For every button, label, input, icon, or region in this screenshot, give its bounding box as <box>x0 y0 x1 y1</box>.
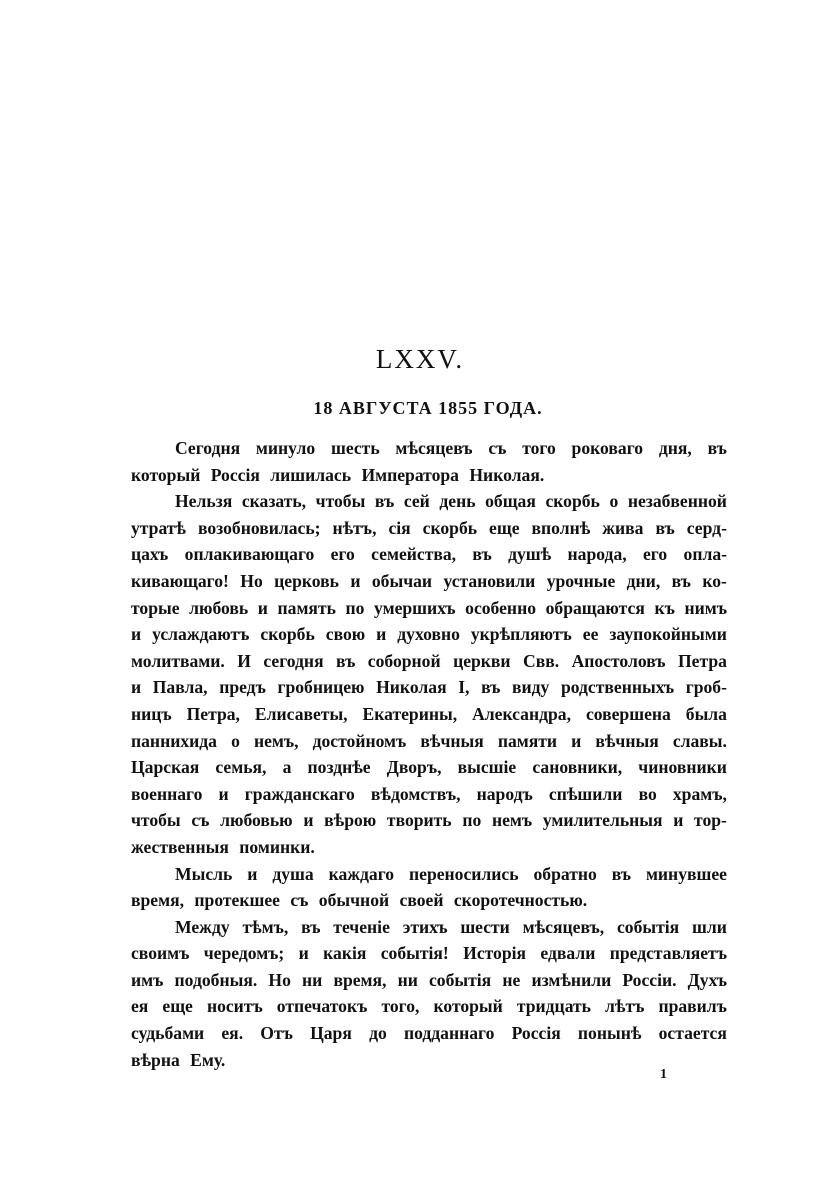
paragraph <box>131 861 727 914</box>
word: съ <box>191 810 210 831</box>
word: предъ <box>219 677 266 698</box>
word: Апостоловъ <box>571 650 666 671</box>
word: подданнаго <box>403 1023 495 1044</box>
word: представляетъ <box>609 943 727 964</box>
word: вѣчныя <box>420 730 484 751</box>
word: сказать, <box>241 491 307 512</box>
word: съ <box>488 438 507 458</box>
word: шесть <box>331 438 380 458</box>
chapter-date: 18 АВГУСТА 1855 ГОДА. <box>313 398 543 418</box>
word: молитвами. <box>131 650 225 671</box>
word: Исторія <box>463 943 527 964</box>
text-line <box>131 621 727 648</box>
word: каждаго <box>328 863 395 884</box>
word: военнаго <box>131 783 203 804</box>
word: тѣмъ, <box>242 916 289 937</box>
word: чтобы <box>131 810 181 831</box>
word: душѣ <box>508 544 552 565</box>
word: въ <box>655 517 675 538</box>
word: о <box>609 491 619 512</box>
text-line <box>131 648 727 675</box>
word: скорбь <box>422 517 478 538</box>
word: цахъ <box>131 544 169 565</box>
word: сегодня <box>263 650 324 671</box>
word: сей <box>403 491 430 512</box>
word: время, <box>333 969 387 990</box>
word: возобновилась; <box>197 517 321 538</box>
word: до <box>369 1023 387 1044</box>
word: душа <box>272 863 314 884</box>
word: Екатерины, <box>362 703 458 724</box>
word: творить <box>386 810 452 831</box>
word: незабвенной <box>627 491 727 512</box>
word: сановники, <box>532 757 623 778</box>
word: I, <box>458 677 470 698</box>
word: Между <box>175 916 230 937</box>
word: храмъ, <box>672 783 727 804</box>
word: Духъ <box>687 969 727 990</box>
word: установили <box>443 570 536 591</box>
word: и <box>257 597 268 618</box>
word: серд- <box>686 517 727 538</box>
text-line <box>131 781 727 808</box>
word: отпечатокъ <box>276 996 368 1017</box>
text-line <box>131 754 727 781</box>
word: чтобы <box>315 491 366 512</box>
word: Николая <box>376 677 447 698</box>
word: какія <box>323 943 367 964</box>
word: и <box>303 810 314 831</box>
word: Россія <box>511 1023 561 1044</box>
word: вѣчныя <box>595 730 659 751</box>
text-line <box>131 1020 727 1047</box>
word: Александра, <box>472 703 571 724</box>
word: въ <box>374 491 395 512</box>
word: позднѣе <box>307 757 371 778</box>
word: гробницею <box>277 677 365 698</box>
word: событія <box>617 916 680 937</box>
word: Россіи. <box>622 969 677 990</box>
word: чередомъ; <box>203 943 285 964</box>
word: спѣшили <box>548 783 623 804</box>
word: оплакивающаго <box>184 544 315 565</box>
word: Петра, <box>186 703 240 724</box>
word: Петра <box>677 650 727 671</box>
word: теченіе <box>333 916 390 937</box>
word: Павла, <box>152 677 208 698</box>
word: своимъ <box>131 943 190 964</box>
word: событія! <box>380 943 449 964</box>
word: вѣрою <box>324 810 377 831</box>
text-line <box>131 435 727 462</box>
word: ницъ <box>131 703 172 724</box>
word: народа, <box>567 544 627 565</box>
word: ни <box>302 969 323 990</box>
text-line <box>131 967 727 994</box>
word: обратно <box>533 863 597 884</box>
text-line <box>131 701 727 728</box>
paragraph <box>131 435 727 488</box>
word: Нельзя <box>175 491 233 512</box>
word: утратѣ <box>131 517 186 538</box>
word: немъ, <box>253 730 299 751</box>
word: высшіе <box>457 757 517 778</box>
word: славы. <box>672 730 727 751</box>
word: услаждаютъ <box>152 624 250 645</box>
word: нимъ <box>684 597 727 618</box>
text-line <box>131 728 727 755</box>
word: вполнѣ <box>531 517 591 538</box>
word: гроб- <box>685 677 727 698</box>
text-line <box>131 674 727 701</box>
word: мѣсяцевъ <box>395 438 473 458</box>
text-line <box>131 541 727 568</box>
word: и <box>298 943 309 964</box>
word: совершена <box>585 703 671 724</box>
word: того <box>522 438 556 458</box>
word: правилъ <box>658 996 727 1017</box>
word: церковь <box>274 570 339 591</box>
paragraph <box>131 914 727 1074</box>
word: ко- <box>702 570 727 591</box>
word: кивающаго! <box>131 570 229 591</box>
word: который <box>433 996 503 1017</box>
word: судьбами <box>131 1023 205 1044</box>
word: подобныя. <box>174 969 258 990</box>
word: сія <box>388 517 411 538</box>
word: скорбь <box>260 624 315 645</box>
word: во <box>638 783 657 804</box>
word: того, <box>381 996 420 1017</box>
word: опла- <box>683 544 727 565</box>
word: минувшее <box>645 863 727 884</box>
word: церкви <box>453 650 511 671</box>
word: лѣтъ <box>605 996 645 1017</box>
chapter-number: LXXV. <box>375 344 465 374</box>
word: Мысль <box>175 863 233 884</box>
word: этихъ <box>402 916 448 937</box>
word: и <box>131 677 142 698</box>
word: духовно <box>397 624 460 645</box>
word: въ <box>707 438 727 458</box>
word: общая <box>485 491 536 512</box>
word: достойномъ <box>312 730 407 751</box>
word: Отъ <box>260 1023 293 1044</box>
word: Свв. <box>523 650 560 671</box>
text-line <box>131 515 727 542</box>
word: дни, <box>626 570 661 591</box>
word: Елисаветы, <box>254 703 348 724</box>
word: по <box>345 597 365 618</box>
word: и <box>131 624 142 645</box>
word: въ <box>611 863 632 884</box>
word: мѣсяцевъ, <box>522 916 605 937</box>
word: въ <box>301 916 321 937</box>
word: память <box>277 597 336 618</box>
word: скорбь <box>545 491 600 512</box>
word: понынѣ <box>577 1023 642 1044</box>
word: едвали <box>540 943 596 964</box>
word: и <box>247 863 258 884</box>
text-line <box>131 488 727 515</box>
text-line <box>131 595 727 622</box>
word: и <box>218 783 229 804</box>
word: тор- <box>694 810 727 831</box>
word: вѣдомствъ, <box>370 783 461 804</box>
word: обычаи <box>371 570 433 591</box>
word: въ <box>481 677 501 698</box>
text-line: вѣрна Ему. <box>131 1049 226 1070</box>
word: Сегодня <box>175 438 241 458</box>
word: и <box>376 624 387 645</box>
word: и <box>673 810 684 831</box>
word: ее <box>582 624 599 645</box>
word: шести <box>460 916 510 937</box>
word: Царская <box>131 757 200 778</box>
word: еще <box>162 996 193 1017</box>
word: торые <box>131 597 180 618</box>
word: семейства, <box>371 544 457 565</box>
word: шли <box>692 916 727 937</box>
word: жива <box>602 517 644 538</box>
text-line <box>131 807 727 834</box>
word: и <box>350 570 361 591</box>
text-line <box>131 861 727 888</box>
word: укрѣпляютъ <box>470 624 572 645</box>
word: родственныхъ <box>560 677 675 698</box>
word: свою <box>325 624 366 645</box>
text-line <box>131 914 727 941</box>
word: еще <box>489 517 520 538</box>
word: чиновники <box>638 757 727 778</box>
text-line <box>131 993 727 1020</box>
paragraph <box>131 488 727 860</box>
word: ея <box>131 996 149 1017</box>
word: любовь <box>189 597 249 618</box>
word: день <box>439 491 476 512</box>
word: И <box>237 650 251 671</box>
word: Дворъ, <box>386 757 442 778</box>
word: въ <box>671 570 691 591</box>
word: имъ <box>131 969 164 990</box>
word: его <box>643 544 668 565</box>
word: въ <box>472 544 492 565</box>
word: особенно <box>465 597 537 618</box>
word: ни <box>397 969 418 990</box>
word: гражданскаго <box>244 783 355 804</box>
word: и <box>571 730 582 751</box>
word: событія <box>429 969 492 990</box>
word: заупокойными <box>609 624 727 645</box>
word: немъ <box>491 810 533 831</box>
word: паннихида <box>131 730 217 751</box>
word: роковаго <box>571 438 644 458</box>
word: носитъ <box>206 996 263 1017</box>
page-mark: 1 <box>660 1067 667 1082</box>
word: народъ <box>476 783 533 804</box>
text-line <box>131 568 727 595</box>
word: о <box>231 730 240 751</box>
word: памяти <box>497 730 558 751</box>
body-text <box>131 435 727 1073</box>
word: умершихъ <box>374 597 456 618</box>
word: умилительныя <box>542 810 663 831</box>
word: Царя <box>310 1023 352 1044</box>
word: дня, <box>658 438 692 458</box>
text-line: время, протекшее съ обычной своей скоротечностью. <box>131 890 588 911</box>
word: тридцать <box>516 996 591 1017</box>
word: обращаются <box>545 597 645 618</box>
word: остается <box>658 1023 727 1044</box>
word: ея. <box>221 1023 244 1044</box>
word: къ <box>654 597 675 618</box>
text-line: который Россія лишилась Императора Николая. <box>131 464 545 485</box>
word: нѣтъ, <box>332 517 377 538</box>
text-line <box>131 940 727 967</box>
word: переносились <box>409 863 519 884</box>
word: не <box>502 969 521 990</box>
word: измѣнили <box>531 969 612 990</box>
word: въ <box>336 650 356 671</box>
word: урочные <box>546 570 616 591</box>
word: минуло <box>255 438 316 458</box>
word: семья, <box>215 757 267 778</box>
word: виду <box>512 677 550 698</box>
text-line: жественныя поминки. <box>131 836 315 857</box>
word: его <box>330 544 355 565</box>
word: Но <box>268 969 291 990</box>
word: любовью <box>220 810 293 831</box>
word: соборной <box>367 650 441 671</box>
word: а <box>282 757 292 778</box>
word: Но <box>240 570 263 591</box>
word: была <box>685 703 727 724</box>
word: по <box>462 810 482 831</box>
